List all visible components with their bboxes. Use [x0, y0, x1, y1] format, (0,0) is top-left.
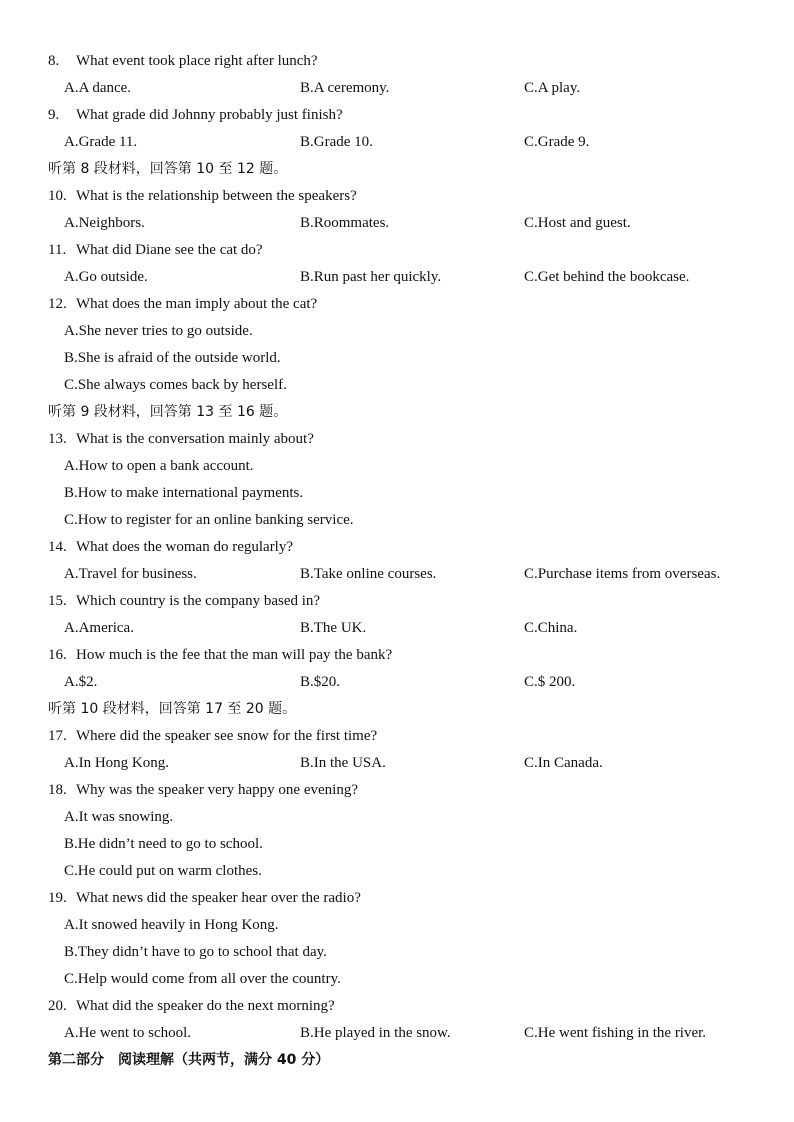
option-b: B.He didn’t need to go to school.	[64, 836, 263, 852]
option-a: A.In Hong Kong.	[64, 755, 169, 771]
option-a: A.Travel for business.	[64, 566, 197, 582]
option-a: A.$2.	[64, 674, 98, 690]
question-number: 11.	[48, 242, 67, 258]
question-text: Where did the speaker see snow for the first time?	[76, 728, 378, 744]
option-b: B.The UK.	[300, 620, 367, 636]
option-c: C.He could put on warm clothes.	[64, 863, 262, 879]
question-16	[0, 642, 794, 669]
options-17	[0, 750, 794, 777]
option-b: B.How to make international payments.	[64, 485, 304, 501]
option-c: C.In Canada.	[524, 755, 603, 771]
option-c: C.She always comes back by herself.	[64, 377, 287, 393]
question-10	[0, 183, 794, 210]
question-number: 17.	[48, 728, 67, 744]
options-15	[0, 615, 794, 642]
option-b: B.$20.	[300, 674, 341, 690]
question-number: 8.	[48, 53, 60, 69]
option-c: C.Host and guest.	[524, 215, 631, 231]
section-heading-8: 听第 8 段材料，回答第 10 至 12 题。	[48, 161, 288, 177]
question-text: What grade did Johnny probably just finish?	[76, 107, 343, 123]
option-b: B.Grade 10.	[300, 134, 373, 150]
option-a: A.It snowed heavily in Hong Kong.	[64, 917, 279, 933]
section-heading-10: 听第 10 段材料，回答第 17 至 20 题。	[48, 701, 297, 717]
question-8	[0, 48, 794, 75]
question-text: Why was the speaker very happy one evening?	[76, 782, 358, 798]
question-11	[0, 237, 794, 264]
question-number: 10.	[48, 188, 67, 204]
question-text: How much is the fee that the man will pay the bank?	[76, 647, 393, 663]
option-b: B.Roommates.	[300, 215, 390, 231]
question-19	[0, 885, 794, 912]
part-two-heading: 第二部分 阅读理解（共两节，满分 40 分）	[48, 1052, 330, 1068]
question-text: What did the speaker do the next morning?	[76, 998, 335, 1014]
question-17	[0, 723, 794, 750]
option-b: B.He played in the snow.	[300, 1025, 451, 1041]
question-number: 13.	[48, 431, 67, 447]
question-text: What does the woman do regularly?	[76, 539, 294, 555]
question-13	[0, 426, 794, 453]
option-a: A.He went to school.	[64, 1025, 192, 1041]
question-number: 14.	[48, 539, 67, 555]
question-text: What event took place right after lunch?	[76, 53, 318, 69]
option-c: C.Grade 9.	[524, 134, 590, 150]
question-12	[0, 291, 794, 318]
question-text: What did Diane see the cat do?	[76, 242, 263, 258]
question-text: What news did the speaker hear over the radio?	[76, 890, 361, 906]
question-14	[0, 534, 794, 561]
options-10	[0, 210, 794, 237]
options-20	[0, 1020, 794, 1047]
option-a: A.A dance.	[64, 80, 132, 96]
options-16	[0, 669, 794, 696]
option-c: C.Help would come from all over the country.	[64, 971, 341, 987]
option-b: B.A ceremony.	[300, 80, 390, 96]
section-heading-9: 听第 9 段材料，回答第 13 至 16 题。	[48, 404, 288, 420]
option-b: B.Take online courses.	[300, 566, 437, 582]
question-text: What is the relationship between the speakers?	[76, 188, 357, 204]
question-number: 9.	[48, 107, 60, 123]
option-a: A.Go outside.	[64, 269, 148, 285]
option-c: C.$ 200.	[524, 674, 576, 690]
option-a: A.Grade 11.	[64, 134, 138, 150]
option-a: A.It was snowing.	[64, 809, 174, 825]
option-b: B.Run past her quickly.	[300, 269, 442, 285]
option-b: B.She is afraid of the outside world.	[64, 350, 281, 366]
question-text: What is the conversation mainly about?	[76, 431, 314, 447]
option-c: C.A play.	[524, 80, 581, 96]
option-c: C.How to register for an online banking service.	[64, 512, 354, 528]
question-number: 16.	[48, 647, 67, 663]
option-c: C.He went fishing in the river.	[524, 1025, 707, 1041]
option-b: B.They didn’t have to go to school that day.	[64, 944, 327, 960]
question-number: 19.	[48, 890, 67, 906]
option-a: A.Neighbors.	[64, 215, 145, 231]
options-11	[0, 264, 794, 291]
question-number: 12.	[48, 296, 67, 312]
options-8	[0, 75, 794, 102]
option-c: C.Get behind the bookcase.	[524, 269, 690, 285]
question-15	[0, 588, 794, 615]
question-9	[0, 102, 794, 129]
question-18	[0, 777, 794, 804]
option-c: C.Purchase items from overseas.	[524, 566, 721, 582]
question-number: 18.	[48, 782, 67, 798]
question-text: What does the man imply about the cat?	[76, 296, 318, 312]
question-20	[0, 993, 794, 1020]
option-b: B.In the USA.	[300, 755, 386, 771]
option-a: A.America.	[64, 620, 134, 636]
options-14	[0, 561, 794, 588]
question-number: 20.	[48, 998, 67, 1014]
options-9	[0, 129, 794, 156]
question-number: 15.	[48, 593, 67, 609]
option-a: A.How to open a bank account.	[64, 458, 254, 474]
option-c: C.China.	[524, 620, 578, 636]
question-text: Which country is the company based in?	[76, 593, 321, 609]
option-a: A.She never tries to go outside.	[64, 323, 253, 339]
